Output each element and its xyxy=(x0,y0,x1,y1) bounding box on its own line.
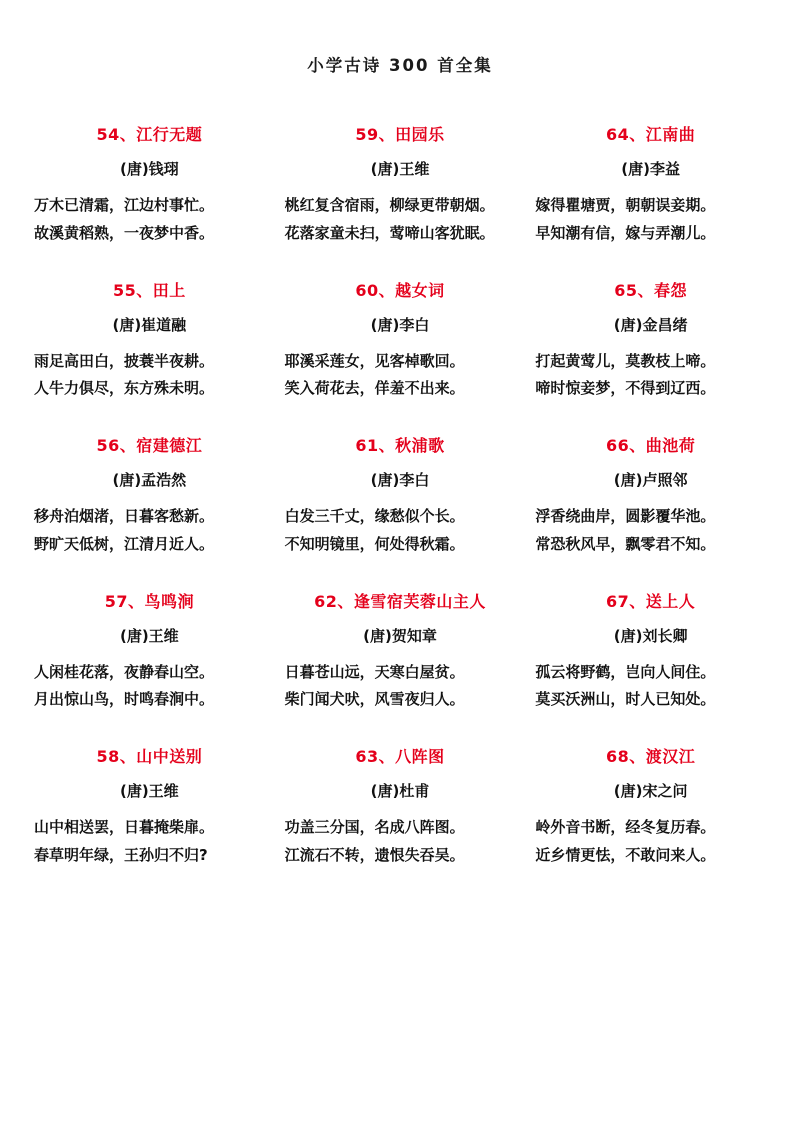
poem-line: 人牛力俱尽，东方殊未明。 xyxy=(34,379,215,398)
poem-line: 月出惊山鸟，时鸣春涧中。 xyxy=(34,690,215,709)
poem-line: 打起黄莺儿，莫教枝上啼。 xyxy=(535,351,716,370)
poem-entry xyxy=(34,433,265,559)
poem-title: 63、八阵图 xyxy=(355,747,445,766)
poem-line: 人闲桂花落，夜静春山空。 xyxy=(34,662,215,681)
poem-title: 55、田上 xyxy=(112,280,186,300)
poem-line: 早知潮有信，嫁与弄潮儿。 xyxy=(535,223,716,242)
poem-title: 57、鸟鸣涧 xyxy=(104,591,194,611)
poem-entry xyxy=(535,433,766,559)
poem-author: (唐)金昌绪 xyxy=(613,315,688,334)
poem-line: 春草明年绿，王孙归不归? xyxy=(34,845,208,864)
poem-entry xyxy=(535,278,766,404)
poem-title: 67、送上人 xyxy=(606,591,696,611)
poem-line: 近乡情更怯，不敢问来人。 xyxy=(535,845,716,864)
poem-line: 嫁得瞿塘贾，朝朝误妾期。 xyxy=(535,196,716,214)
poem-entry xyxy=(34,744,265,870)
poem-entry xyxy=(285,433,516,559)
poem-line: 山中相送罢，日暮掩柴扉。 xyxy=(34,818,215,836)
poem-title: 66、曲池荷 xyxy=(606,436,696,455)
poem-column-2 xyxy=(285,122,516,900)
poem-author: (唐)王维 xyxy=(119,782,179,800)
poem-author: (唐)杜甫 xyxy=(370,782,430,800)
poem-author: (唐)贺知章 xyxy=(363,626,437,645)
poem-author: (唐)李白 xyxy=(370,471,430,489)
poem-line: 移舟泊烟渚，日暮客愁新。 xyxy=(34,507,215,525)
poem-line: 野旷天低树，江清月近人。 xyxy=(34,534,215,553)
poem-author: (唐)李益 xyxy=(621,160,681,178)
poem-author: (唐)卢照邻 xyxy=(613,471,688,489)
poem-entry xyxy=(285,744,516,870)
poem-entry xyxy=(285,589,516,715)
poem-line: 雨足高田白，披蓑半夜耕。 xyxy=(34,351,215,370)
poem-entry xyxy=(285,278,516,404)
poem-entry xyxy=(535,589,766,715)
page-title: 小学古诗 300 首全集 xyxy=(307,56,493,75)
poem-title: 58、山中送别 xyxy=(96,747,203,766)
poem-line: 岭外音书断，经冬复历春。 xyxy=(535,818,716,836)
poem-line: 耶溪采莲女，见客棹歌回。 xyxy=(284,351,465,370)
poem-title: 65、春怨 xyxy=(614,280,688,300)
poem-line: 笑入荷花去，佯羞不出来。 xyxy=(284,379,465,398)
poem-line: 日暮苍山远，天寒白屋贫。 xyxy=(284,662,465,681)
poem-author: (唐)刘长卿 xyxy=(613,626,688,645)
poem-line: 白发三千丈，缘愁似个长。 xyxy=(284,507,465,525)
poem-line: 莫买沃洲山，时人已知处。 xyxy=(535,690,716,709)
poem-title: 61、秋浦歌 xyxy=(355,436,445,455)
poem-title: 60、越女词 xyxy=(355,280,445,300)
poem-line: 柴门闻犬吠，风雪夜归人。 xyxy=(284,690,465,709)
poem-line: 江流石不转，遗恨失吞吴。 xyxy=(284,845,465,864)
poem-title: 68、渡汉江 xyxy=(606,747,696,766)
poem-author: (唐)崔道融 xyxy=(112,315,187,334)
poem-column-3 xyxy=(535,122,766,900)
poem-line: 孤云将野鹤，岂向人间住。 xyxy=(535,662,716,681)
poem-title: 56、宿建德江 xyxy=(96,436,203,455)
poem-author: (唐)宋之问 xyxy=(613,782,688,800)
poem-line: 不知明镜里，何处得秋霜。 xyxy=(284,534,465,553)
poem-author: (唐)王维 xyxy=(119,626,179,645)
poem-entry xyxy=(34,278,265,404)
poem-author: (唐)王维 xyxy=(370,160,430,178)
poem-title: 54、江行无题 xyxy=(96,125,203,144)
poem-title: 59、田园乐 xyxy=(355,125,445,144)
poem-line: 常恐秋风早，飘零君不知。 xyxy=(535,534,716,553)
poem-entry xyxy=(34,589,265,715)
poem-grid xyxy=(34,122,766,900)
poem-line: 花落家童未扫，莺啼山客犹眠。 xyxy=(284,223,495,242)
poem-line: 万木已清霜，江边村事忙。 xyxy=(34,196,215,214)
poem-column-1 xyxy=(34,122,265,900)
poem-line: 桃红复含宿雨，柳绿更带朝烟。 xyxy=(284,196,495,214)
poem-author: (唐)钱珝 xyxy=(119,160,179,178)
poem-line: 浮香绕曲岸，圆影覆华池。 xyxy=(535,507,716,525)
poem-line: 故溪黄稻熟，一夜梦中香。 xyxy=(34,223,215,242)
poem-author: (唐)孟浩然 xyxy=(112,471,187,489)
poem-line: 啼时惊妾梦，不得到辽西。 xyxy=(535,379,716,398)
poem-author: (唐)李白 xyxy=(370,315,430,334)
poem-title: 62、逢雪宿芙蓉山主人 xyxy=(314,591,486,611)
poem-entry xyxy=(535,122,766,248)
poem-entry xyxy=(285,122,516,248)
poem-title: 64、江南曲 xyxy=(606,125,696,144)
poem-line: 功盖三分国，名成八阵图。 xyxy=(284,818,465,836)
poem-entry xyxy=(34,122,265,248)
poem-entry xyxy=(535,744,766,870)
